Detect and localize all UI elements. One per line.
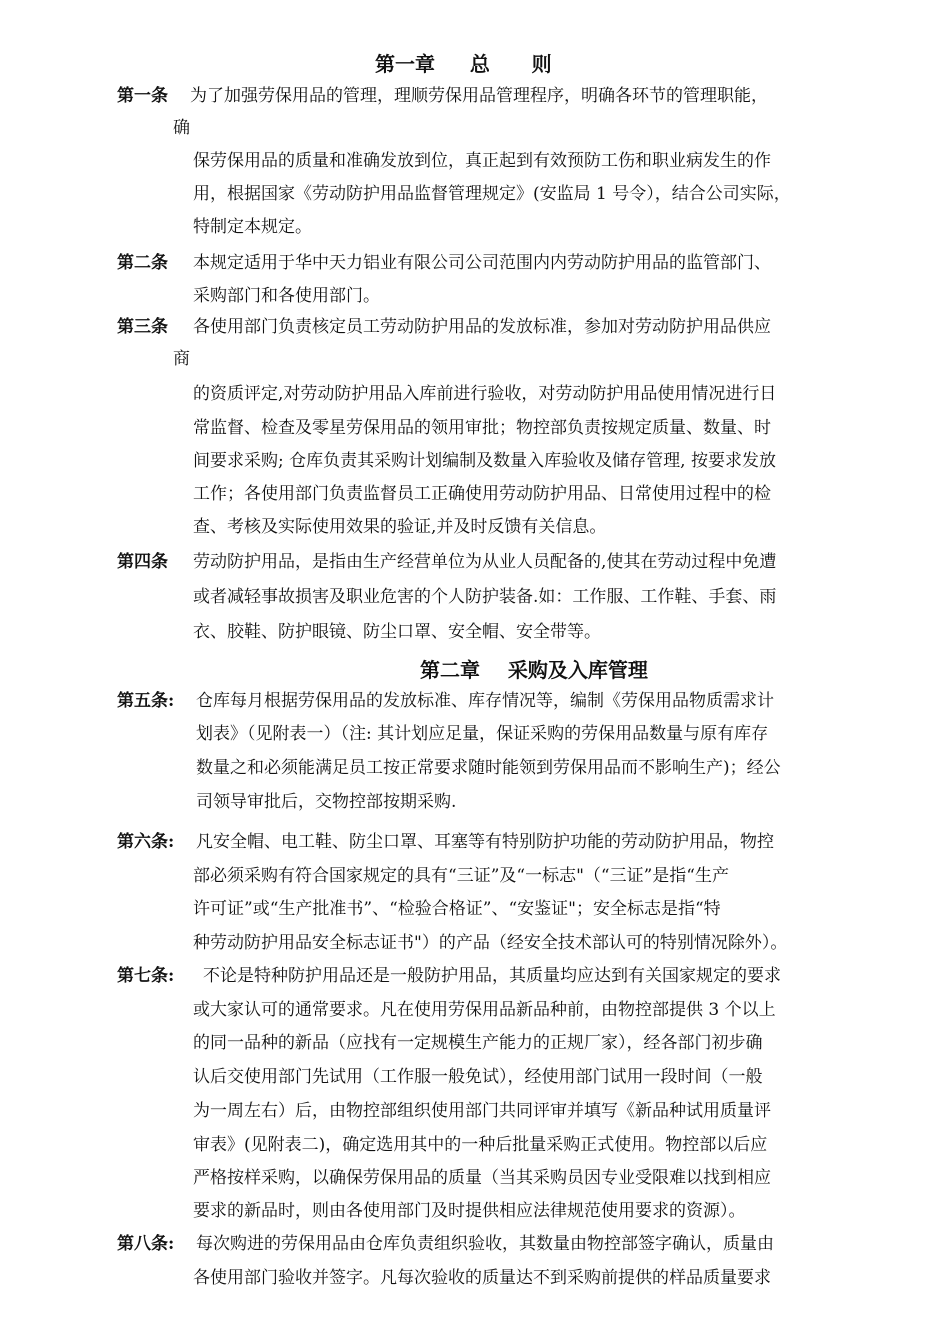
article-text-line: 司领导审批后，交物控部按期采购. (196, 792, 457, 812)
article-text-line: 常监督、检查及零星劳保用品的领用审批；物控部负责按规定质量、数量、时 (193, 418, 771, 438)
article-text-line: 特制定本规定。 (193, 217, 312, 237)
article-text-line: 劳动防护用品，是指由生产经营单位为从业人员配备的,使其在劳动过程中免遭 (193, 552, 777, 572)
article-label: 第五条: (117, 691, 175, 711)
article-text-line: 凡安全帽、电工鞋、防尘口罩、耳塞等有特别防护功能的劳动防护用品，物控 (196, 832, 774, 852)
article-text-line: 部必须采购有符合国家规定的具有“三证”及“一标志"（“三证”是指“生产 (193, 866, 729, 886)
article-text-line: 数量之和必须能满足员工按正常要求随时能领到劳保用品而不影响生产)；经公 (196, 758, 781, 778)
article-text-line: 衣、胶鞋、防护眼镜、防尘口罩、安全帽、安全带等。 (193, 622, 601, 642)
article-label: 第八条: (117, 1234, 175, 1254)
article-text-line: 严格按样采购，以确保劳保用品的质量（当其采购员因专业受限难以找到相应 (193, 1168, 771, 1188)
article-label: 第六条: (117, 832, 175, 852)
chapter2-title: 第二章 采购及入库管理 (420, 658, 648, 682)
article-text-line: 确 (173, 118, 190, 138)
article-label: 第三条 (117, 317, 168, 337)
article-label: 第四条 (117, 552, 168, 572)
article-text-line: 本规定适用于华中天力铝业有限公司公司范围内内劳动防护用品的监管部门、 (193, 253, 771, 273)
article-text-line: 每次购进的劳保用品由仓库负责组织验收，其数量由物控部签字确认，质量由 (196, 1234, 774, 1254)
article-text-line: 审表》(见附表二)，确定选用其中的一种后批量采购正式使用。物控部以后应 (193, 1135, 768, 1155)
article-text-line: 仓库每月根据劳保用品的发放标准、库存情况等，编制《劳保用品物质需求计 (196, 691, 774, 711)
article-text-line: 各使用部门验收并签字。凡每次验收的质量达不到采购前提供的样品质量要求 (193, 1268, 771, 1288)
article-text-line: 间要求采购; 仓库负责其采购计划编制及数量入库验收及储存管理, 按要求发放 (193, 451, 776, 471)
article-label: 第一条 (117, 86, 168, 106)
article-text-line: 商 (173, 349, 190, 369)
article-label: 第二条 (117, 253, 168, 273)
article-text-line: 种劳动防护用品安全标志证书"）的产品（经安全技术部认可的特别情况除外）。 (193, 933, 788, 953)
article-text-line: 或大家认可的通常要求。凡在使用劳保用品新品种前，由物控部提供 3 个以上 (193, 1000, 776, 1020)
article-text-line: 查、考核及实际使用效果的验证,并及时反馈有关信息。 (193, 517, 607, 537)
article-text-line: 认后交使用部门先试用（工作服一般免试），经使用部门试用一段时间（一般 (193, 1067, 763, 1087)
article-text-line: 各使用部门负责核定员工劳动防护用品的发放标准，参加对劳动防护用品供应 (193, 317, 771, 337)
article-label: 第七条: (117, 966, 175, 986)
article-text-line: 不论是特种防护用品还是一般防护用品，其质量均应达到有关国家规定的要求 (203, 966, 781, 986)
article-text-line: 采购部门和各使用部门。 (193, 286, 380, 306)
article-text-line: 保劳保用品的质量和准确发放到位，真正起到有效预防工伤和职业病发生的作 (193, 151, 771, 171)
article-text-line: 许可证”或“生产批准书”、“检验合格证”、“安鉴证"；安全标志是指“特 (193, 899, 721, 919)
article-text-line: 要求的新品时，则由各使用部门及时提供相应法律规范使用要求的资源）。 (193, 1201, 746, 1221)
article-text-line: 为了加强劳保用品的管理，理顺劳保用品管理程序，明确各环节的管理职能， (190, 86, 768, 106)
article-text-line: 用，根据国家《劳动防护用品监督管理规定》(安监局 1 号令），结合公司实际， (193, 184, 791, 204)
article-text-line: 或者减轻事故损害及职业危害的个人防护装备.如：工作服、工作鞋、手套、雨 (193, 587, 777, 607)
article-text-line: 的同一品种的新品（应找有一定规模生产能力的正规厂家），经各部门初步确 (193, 1033, 763, 1053)
article-text-line: 划表》（见附表一）（注: 其计划应足量，保证采购的劳保用品数量与原有库存 (196, 724, 769, 744)
article-text-line: 的资质评定,对劳动防护用品入库前进行验收，对劳动防护用品使用情况进行日 (193, 384, 777, 404)
article-text-line: 工作；各使用部门负责监督员工正确使用劳动防护用品、日常使用过程中的检 (193, 484, 771, 504)
chapter1-title: 第一章 总 则 (375, 52, 552, 76)
article-text-line: 为一周左右）后，由物控部组织使用部门共同评审并填写《新品种试用质量评 (193, 1101, 771, 1121)
